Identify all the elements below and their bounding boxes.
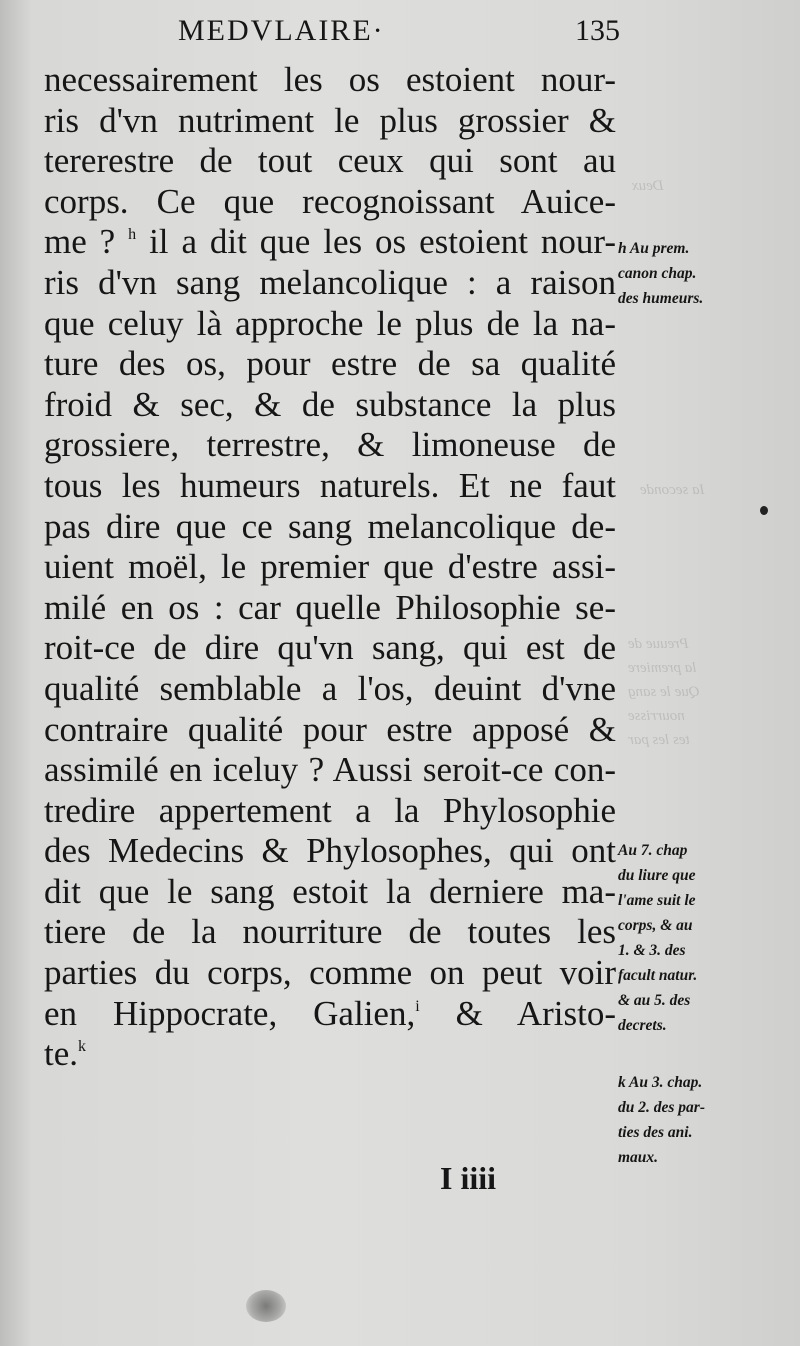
text-line: dit que le sang estoit la derniere ma-	[44, 871, 616, 911]
show-through-text: Que le sang	[628, 684, 700, 700]
page-number: 135	[575, 14, 620, 47]
margin-note-line: l'ame suit le	[618, 892, 696, 909]
text-line: ture des os, pour estre de sa qualité	[44, 344, 616, 384]
show-through-text: tes les par	[628, 732, 690, 748]
text-line: tredire appertement a la Phylosophie	[44, 790, 616, 830]
show-through-text: nourrisse	[628, 708, 685, 724]
show-through-text: Ia seconde	[640, 482, 705, 498]
text-line: tous les humeurs naturels. Et ne faut	[44, 465, 616, 505]
note-marker-h: h	[128, 226, 137, 244]
text-line: uient moël, le premier que d'estre assi-	[44, 547, 616, 587]
margin-note-line: k Au 3. chap.	[618, 1074, 703, 1091]
text-line: tiere de la nourriture de toutes les	[44, 912, 616, 952]
text-line: qualité semblable a l'os, deuint d'vne	[44, 668, 616, 708]
text-line-with-note-h	[44, 222, 616, 263]
text-line: tererestre de tout ceux qui sont au	[44, 141, 616, 181]
text-fragment: me ?	[44, 222, 129, 262]
margin-note-line: ties des ani.	[618, 1124, 693, 1141]
text-fragment: te.	[44, 1034, 79, 1074]
text-line-with-note-k	[44, 1034, 616, 1075]
smudge-mark	[246, 1290, 286, 1322]
show-through-text: la premiere	[628, 660, 697, 676]
margin-note-line: h Au prem.	[618, 240, 690, 257]
margin-note-line: Au 7. chap	[618, 842, 688, 859]
margin-note-line: & au 5. des	[618, 992, 691, 1009]
text-line: ris d'vn nutriment le plus grossier &	[44, 100, 616, 140]
margin-note-line: du liure que	[618, 867, 696, 884]
text-line-with-note-i	[44, 994, 616, 1035]
note-marker-k: k	[78, 1038, 87, 1056]
text-line: que celuy là approche le plus de la na-	[44, 303, 616, 343]
margin-note-i	[618, 838, 796, 1038]
text-fragment: & Aristo-	[419, 993, 616, 1033]
margin-note-line: du 2. des par-	[618, 1099, 705, 1116]
text-line: roit-ce de dire qu'vn sang, qui est de	[44, 628, 616, 668]
text-line: grossiere, terrestre, & limoneuse de	[44, 425, 616, 465]
text-line: contraire qualité pour estre apposé &	[44, 709, 616, 749]
running-head: MEDVLAIRE·	[178, 14, 385, 47]
margin-note-line: facult natur.	[618, 967, 698, 984]
margin-note-line: corps, & au	[618, 917, 693, 934]
margin-note-h	[618, 236, 796, 311]
margin-note-line: decrets.	[618, 1017, 667, 1034]
text-line: corps. Ce que recognoissant Auice-	[44, 181, 616, 221]
show-through-text: Deux	[632, 178, 664, 194]
text-line: necessairement les os estoient nour-	[44, 60, 616, 99]
text-line: assimilé en iceluy ? Aussi seroit-ce con-	[44, 750, 616, 790]
page-header	[170, 10, 620, 54]
text-line: parties du corps, comme on peut voir	[44, 953, 616, 993]
margin-note-k	[618, 1070, 796, 1170]
margin-note-line: 1. & 3. des	[618, 942, 686, 959]
margin-note-line: des humeurs.	[618, 290, 704, 307]
text-line: milé en os : car quelle Philosophie se-	[44, 587, 616, 627]
text-line: ris d'vn sang melancolique : a raison	[44, 262, 616, 302]
margin-note-line: canon chap.	[618, 265, 697, 282]
show-through-text: Preuue de	[628, 636, 689, 652]
text-line: des Medecins & Phylosophes, qui ont	[44, 831, 616, 871]
signature-mark: I iiii	[440, 1160, 497, 1196]
text-fragment: en Hippocrate, Galien,	[44, 993, 416, 1033]
ink-spot	[760, 506, 768, 515]
body-text	[44, 60, 616, 1075]
note-marker-i: i	[415, 997, 420, 1015]
margin-note-line: maux.	[618, 1149, 659, 1166]
text-line: froid & sec, & de substance la plus	[44, 384, 616, 424]
text-line: pas dire que ce sang melancolique de-	[44, 506, 616, 546]
text-fragment: il a dit que les os estoient nour-	[136, 222, 616, 262]
